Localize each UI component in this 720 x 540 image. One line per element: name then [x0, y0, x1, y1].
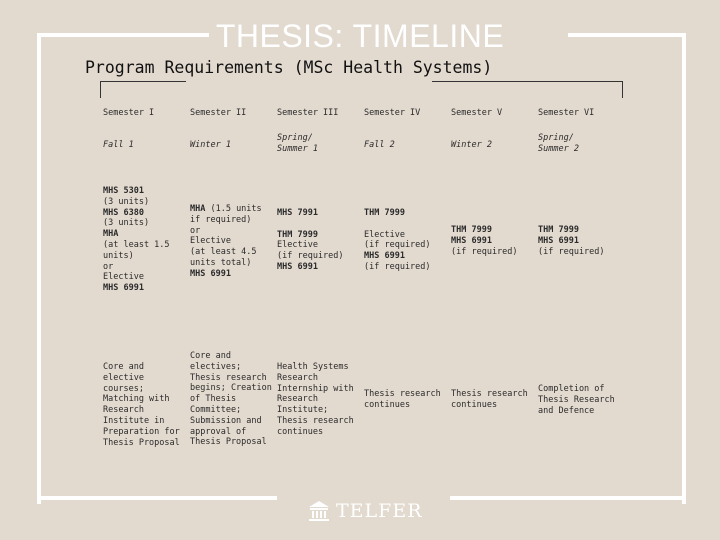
logo-text: TELFER	[336, 500, 423, 522]
courses-semester-3: MHS 7991 THM 7999 Elective (if required) MHS 6991	[277, 208, 344, 272]
header-semester-6: Semester VI	[538, 108, 595, 118]
header-semester-2: Semester II	[190, 108, 247, 118]
table-top-rule	[100, 81, 623, 98]
term-semester-4: Fall 2	[364, 140, 395, 150]
activities-semester-4: Thesis research continues	[364, 389, 441, 410]
courses-semester-6: THM 7999 MHS 6991 (if required)	[538, 225, 605, 257]
term-semester-5: Winter 2	[451, 140, 492, 150]
slide-title: THESIS: TIMELINE	[215, 18, 505, 54]
header-semester-3: Semester III	[277, 108, 339, 118]
activities-semester-1: Core and elective courses; Matching with Research Institute in Preparation for Thesis Proposal	[103, 362, 180, 448]
header-semester-5: Semester V	[451, 108, 503, 118]
courses-semester-5: THM 7999 MHS 6991 (if required)	[451, 225, 518, 257]
slide-subtitle: Program Requirements (MSc Health Systems)	[85, 58, 493, 77]
building-icon	[308, 500, 330, 522]
frame-line-bottom-right	[450, 496, 686, 500]
activities-semester-5: Thesis research continues	[451, 389, 528, 410]
courses-semester-2: MHA (1.5 units if required) or Elective (at least 4.5 units total) MHS 6991	[190, 204, 262, 279]
term-semester-3: Spring/ Summer 1	[277, 133, 318, 154]
courses-semester-1: MHS 5301 (3 units) MHS 6380 (3 units) MHA (at least 1.5 units) or Elective MHS 6991	[103, 186, 170, 294]
activities-semester-3: Health Systems Research Internship with Research Institute; Thesis research continues	[277, 362, 354, 437]
frame-corner-top-right	[568, 33, 686, 504]
courses-semester-4: THM 7999 Elective (if required) MHS 6991 (if required)	[364, 208, 431, 272]
frame-line-bottom-left	[37, 496, 277, 500]
table-rule-gap	[186, 80, 432, 83]
activities-semester-2: Core and electives; Thesis research begins; Creation of Thesis Committee; Submission and approval of Thesis Proposal	[190, 351, 272, 448]
activities-semester-6: Completion of Thesis Research and Defence	[538, 384, 615, 416]
term-semester-2: Winter 1	[190, 140, 231, 150]
header-semester-4: Semester IV	[364, 108, 421, 118]
telfer-logo	[308, 497, 423, 525]
header-semester-1: Semester I	[103, 108, 155, 118]
term-semester-1: Fall 1	[103, 140, 134, 150]
term-semester-6: Spring/ Summer 2	[538, 133, 579, 154]
